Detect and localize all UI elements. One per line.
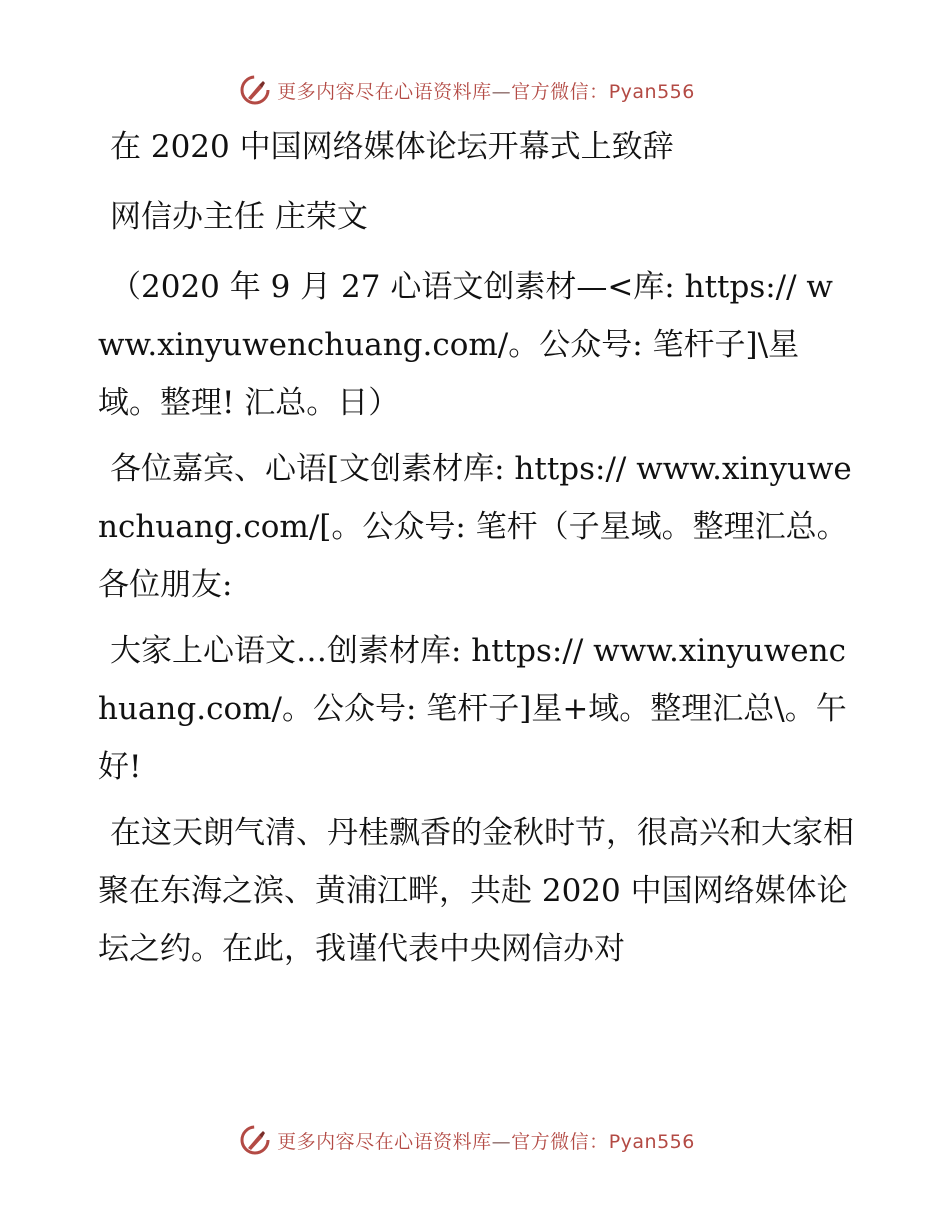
swirl-pen-logo-icon — [239, 1124, 271, 1156]
footer-watermark-text: 更多内容尽在心语资料库—官方微信：Pyan556 — [277, 1130, 695, 1153]
document-body — [98, 118, 858, 986]
footer-watermark-banner — [0, 1120, 950, 1160]
document-author: 网信办主任 庄荣文 — [110, 199, 368, 235]
document-title: 在 2020 中国网络媒体论坛开幕式上致辞 — [110, 129, 674, 165]
header-watermark-text: 更多内容尽在心语资料库—官方微信：Pyan556 — [277, 80, 695, 103]
paragraph: 大家上心语文…创素材库: https:// www.xinyuwenchuang.com/。公众号: 笔杆子]星+域。整理汇总\。午好! — [98, 633, 847, 785]
paragraph: （2020 年 9 月 27 心语文创素材—<库: https:// www.xinyuwenchuang.com/。公众号: 笔杆子]\星域。整理! 汇总。日） — [98, 269, 833, 421]
swirl-pen-logo-icon — [239, 74, 271, 106]
paragraph: 各位嘉宾、心语[文创素材库: https:// www.xinyuwenchuang.com/[。公众号: 笔杆（子星域。整理汇总。各位朋友: — [98, 451, 852, 603]
footer-watermark-inner — [239, 1124, 695, 1156]
header-watermark-inner — [239, 74, 695, 106]
paragraph: 在这天朗气清、丹桂飘香的金秋时节，很高兴和大家相聚在东海之滨、黄浦江畔，共赴 2020 中国网络媒体论坛之约。在此，我谨代表中央网信办对 — [98, 815, 854, 967]
header-watermark-banner — [0, 70, 950, 110]
